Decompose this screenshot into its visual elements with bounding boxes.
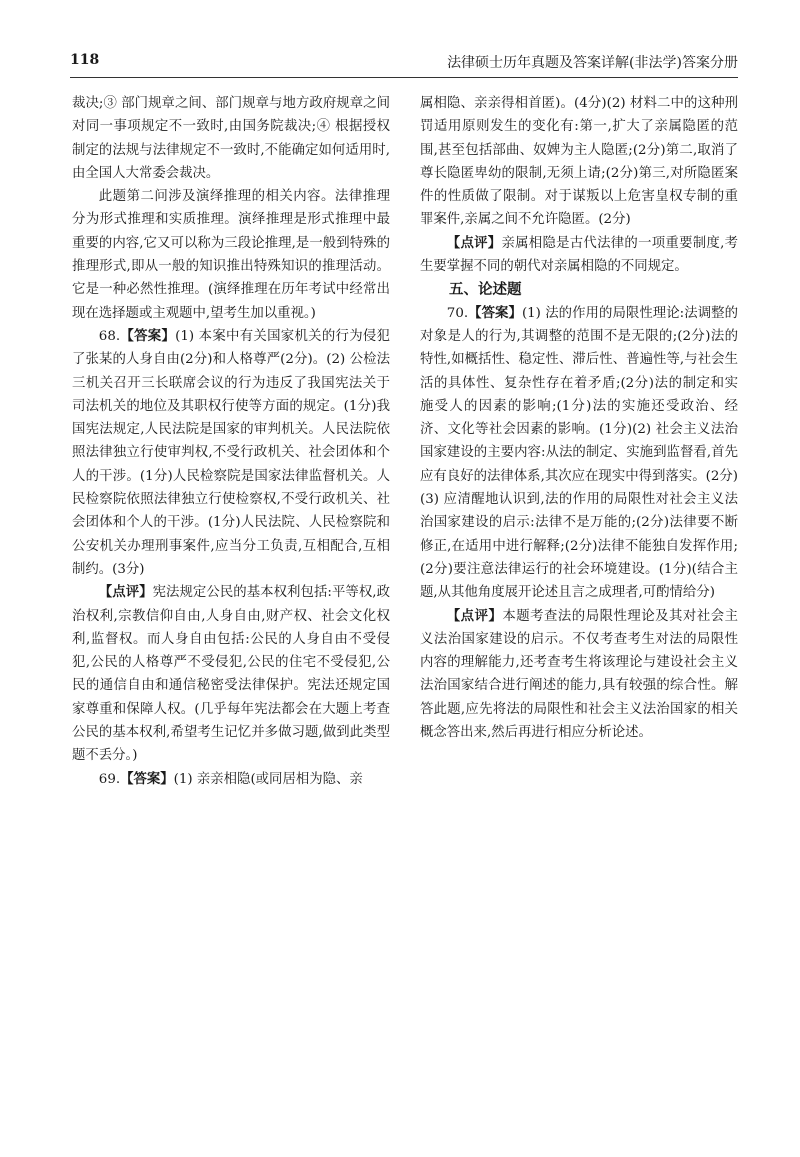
comment-tag: 【点评】: [98, 584, 153, 601]
comment-text: 宪法规定公民的基本权利包括:平等权,政治权利,宗教信仰自由,人身自由,财产权、社会文化权利,监督权。而人身自由包括:公民的人身自由不受侵犯,公民的人格尊严不受侵犯,公民的住宅不受侵犯,公民的通信自由和通信秘密受法律保护。宪法还规定国家尊重和保障人权。(几乎每年宪法都会在大题上考查公民的基本权利,希望考生记忆并多做习题,做到此类型题不丢分。): [72, 585, 390, 764]
comment-tag: 【点评】: [446, 607, 503, 624]
page-header: [70, 52, 738, 74]
running-title: 法律硕士历年真题及答案详解(非法学)答案分册: [447, 55, 738, 71]
header-rule: [70, 77, 738, 78]
answer-text: (1) 法的作用的局限性理论:法调整的对象是人的行为,其调整的范围不是无限的;(2分)法的特性,如概括性、稳定性、滞后性、普遍性等,与社会生活的具体性、复杂性存在着矛盾;(2分)法的制定和实施受人的因素的影响;(1分)法的实施还受政治、经济、文化等社会因素的影响。(1分)(2) 社会主义法治国家建设的主要内容:从法的制定、实施到监督看,首先应有良好的法律体系,其次应在现实中得到落实。(2分)(3) 应清醒地认识到,法的作用的局限性对社会主义法治国家建设的启示:法律不是万能的;(2分)法律要不断修正,在适用中进行解释;(2分)法律不能独自发挥作用;(2分)要注意法律运行的社会环境建设。(1分)(结合主题,从其他角度展开论述且言之成理者,可酌情给分): [420, 305, 738, 601]
answer-tag: 【答案】: [120, 770, 174, 787]
question-number: 70.: [446, 305, 469, 321]
question-number: 68.: [98, 328, 121, 344]
answer-tag: 【答案】: [120, 327, 176, 344]
page-number: 118: [70, 52, 100, 68]
answer-69-start: [72, 768, 390, 791]
comment-70: [420, 605, 738, 745]
right-column: [420, 92, 738, 744]
paragraph-continued: 裁决;③ 部门规章之间、部门规章与地方政府规章之间对同一事项规定不一致时,由国务院裁决;④ 根据授权制定的法规与法律规定不一致时,不能确定如何适用时,由全国人大常委会裁决。: [72, 96, 390, 181]
answer-text: (1) 亲亲相隐(或同居相为隐、亲: [173, 771, 363, 787]
section-heading: 五、论述题: [449, 281, 522, 299]
comment-text: 本题考查法的局限性理论及其对社会主义法治国家建设的启示。不仅考查考生对法的局限性内容的理解能力,还考查考生将该理论与建设社会主义法治国家结合进行阐述的能力,具有较强的综合性。解答此题,应先将法的局限性和社会主义法治国家的相关概念答出来,然后再进行相应分析论述。: [420, 608, 738, 741]
comment-text: 亲属相隐是古代法律的一项重要制度,考生要掌握不同的朝代对亲属相隐的不同规定。: [420, 235, 738, 275]
answer-text: (1) 本案中有关国家机关的行为侵犯了张某的人身自由(2分)和人格尊严(2分)。(2) 公检法三机关召开三长联席会议的行为违反了我国宪法关于司法机关的地位及其职权行使等方面的规定。(1分)我国宪法规定,人民法院是国家的审判机关。人民法院依照法律独立行使审判权,不受行政机关、社会团体和个人的干涉。(1分)人民检察院是国家法律监督机关。人民检察院依照法律独立行使检察权,不受行政机关、社会团体和个人的干涉。(1分)人民法院、人民检察院和公安机关办理刑事案件,应当分工负责,互相配合,互相制约。(3分): [72, 328, 390, 577]
comment-tag: 【点评】: [446, 234, 502, 251]
question-number: 69.: [98, 771, 121, 787]
paragraph-deductive-reasoning: 此题第二问涉及演绎推理的相关内容。法律推理分为形式推理和实质推理。演绎推理是形式推理中最重要的内容,它又可以称为三段论推理,是一般到特殊的推理形式,即从一般的知识推出特殊知识的推理活动。它是一种必然性推理。(演绎推理在历年考试中经常出现在选择题或主观题中,望考生加以重视。): [72, 189, 390, 321]
answer-68: [72, 325, 390, 581]
comment-69: [420, 232, 738, 279]
comment-68: [72, 581, 390, 767]
answer-70: [420, 302, 738, 605]
left-column: [72, 92, 390, 791]
answer-tag: 【答案】: [468, 304, 522, 321]
answer-69-continued: 属相隐、亲亲得相首匿)。(4分)(2) 材料二中的这种刑罚适用原则发生的变化有:第一,扩大了亲属隐匿的范围,甚至包括部曲、奴婢为主人隐匿;(2分)第二,取消了尊长隐匿卑幼的限制,无须上请;(2分)第三,对所隐匿案件的性质做了限制。对于谋叛以上危害皇权专制的重罪案件,亲属之间不允许隐匿。(2分): [420, 96, 738, 228]
